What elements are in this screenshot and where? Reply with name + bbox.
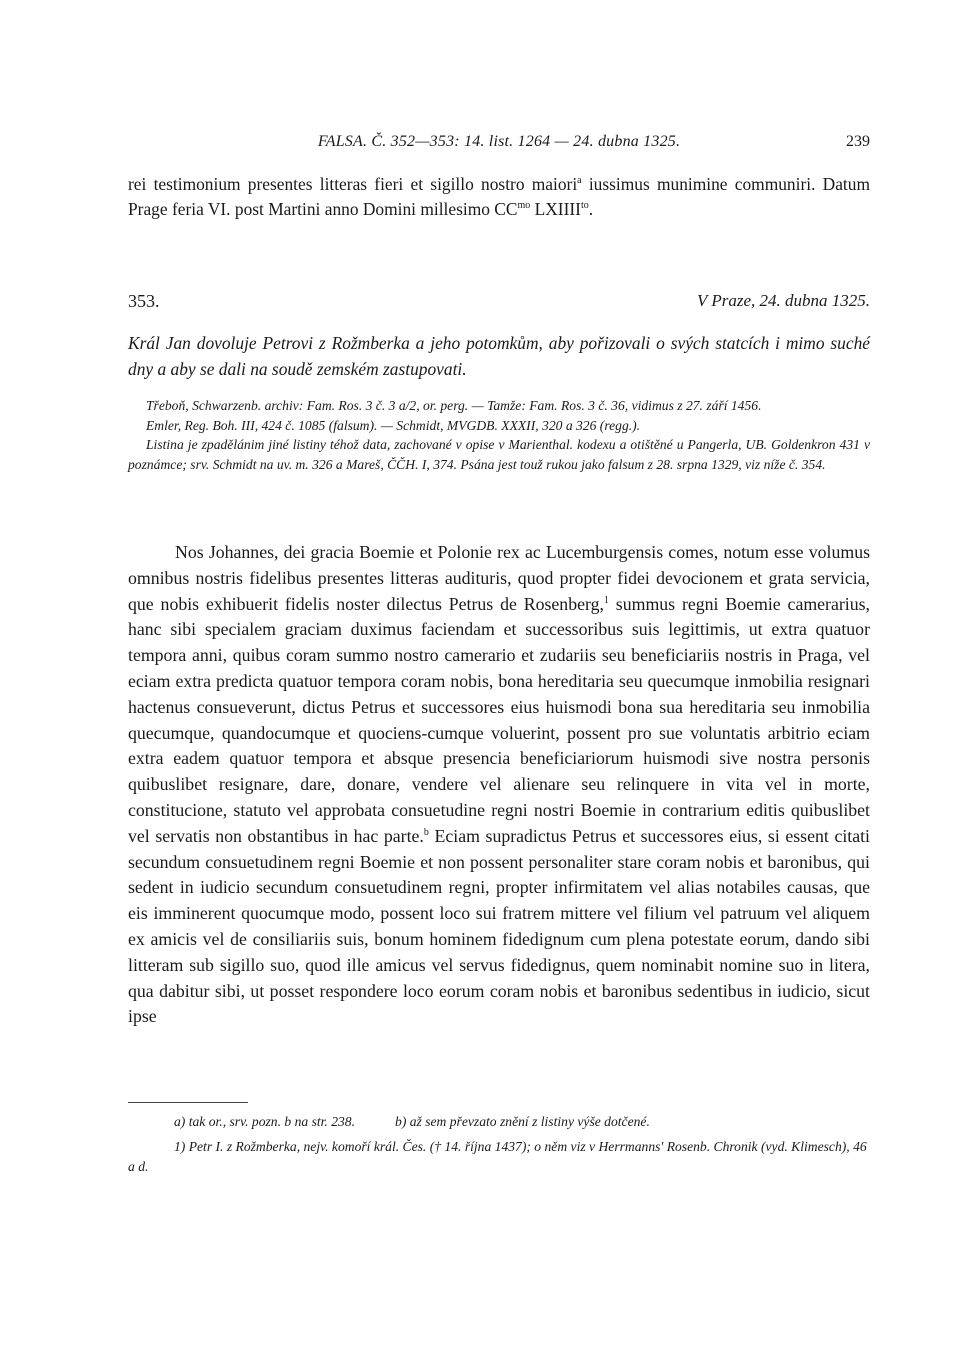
page-number: 239 [846,133,870,150]
previous-document-ending [128,172,870,222]
footnote-letters [128,1112,870,1132]
footnotes [128,1112,870,1182]
apparatus-line: Listina je zpadělánim jiné listiny téhož data, zachované v opise v Marienthal. kodexu a otištěné u Pangerla, UB. Goldenkron 431 v poznámce; srv. Schmidt na uv. m. 326 a Mareš, ČČH. I, 374. Psána jest touž rukou jako falsum z 28. srpna 1329, viz níže č. 354. [128,437,870,472]
charter-text [128,540,870,1030]
running-title: FALSA. Č. 352—353: 14. list. 1264 — 24. dubna 1325. [317,133,681,150]
charter-paragraph [128,540,870,1030]
charter-text-part: Nos Johannes, dei gracia Boemie et Polonie rex ac Lucemburgensis comes, notum esse volumus omnibus nostris fidelibus presentes litteras audituris, quod propter fidei devocionem et grata servicia, que nobis exhibuerit fidelis noster dilectus Petrus de Rosenberg, [128,542,870,614]
continuation-text: iussimus munimine communiri. Datum Prage feria VI. post Martini anno Domini millesimo CC [128,174,870,219]
continuation-text: . [588,199,594,219]
continuation-paragraph [128,172,870,222]
document-number: 353. [128,291,160,311]
superscript-to: to [580,200,589,212]
superscript-mo: mo [517,200,531,212]
charter-text-part: Eciam supradictus Petrus et successores eius, si essent citati secundum consuetudinem regni Boemie et non possent personaliter stare coram nobis et baronibus, qui sedent in iudicio secundum consuetudinem regni, propter infirmitatem vel alias notabiles causas, que eis imminerent quocumque modo, possent loco sui fratrem mittere vel filium vel patruum vel aliquem ex amicis vel de consiliariis suis, bonum hominem fidedignum cum plena potestate eorum, dando sibi litteram sub sigillo suo, quod ille amicus vel servus fidedignus, quem nominabit nomine suo in litera, qua dabitur sibi, ut posset respondere loco eorum coram nobis et baronibus sedentibus in iudicio, sicut ipse [128,825,870,1027]
charter-text-part: summus regni Boemie camerarius, hanc sibi specialem graciam duximus faciendam et successoribus suis legittimis, ut extra quatuor tempora anni, quibus coram summo nostro camerario et zudariis seu beneficiariis nostris in Praga, vel eciam extra predicta quatuor tempora coram nobis, bona hereditaria seu quecumque inmobilia resignari hactenus consueverunt, dictus Petrus et successores eius huismodi bona sua hereditaria seu inmobilia quecumque, quandocumque et quociens-cumque voluerint, possent pro sue voluntatis arbitrio eciam extra eadem quatuor tempora et absque presencia beneficiariorum huismodi sive nostra personis quibuslibet resignare, dare, donare, vendere vel alienare seu relinquere in vita vel in morte, constitucione, statuto vel approbata consuetudine regni nostri Boemie in contrarium editis quibuslibet vel servatis non obstantibus in hac parte. [128,593,870,846]
footnote-divider [128,1102,248,1103]
document-date: V Praze, 24. dubna 1325. [697,291,870,310]
continuation-text: rei testimonium presentes litteras fieri et sigillo nostro maiori [128,174,578,194]
apparatus-line: Emler, Reg. Boh. III, 424 č. 1085 (falsum). — Schmidt, MVGDB. XXXII, 320 a 326 (regg.). [146,417,641,433]
footnote-ref-a: a [577,175,582,187]
footnote-ref-b: b [423,826,429,838]
footnote-a: a) tak or., srv. pozn. b na str. 238. [174,1114,356,1129]
continuation-text: LXIIII [530,199,581,219]
footnote-ref-1: 1 [603,594,609,606]
regest-text: Král Jan dovoluje Petrovi z Rožmberka a jeho potomkům, aby pořizovali o svých statcích i mimo suché dny a aby se dali na soudě zemském zastupovati. [128,333,870,379]
source-apparatus [128,396,870,474]
apparatus-line: Třeboň, Schwarzenb. archiv: Fam. Ros. 3 č. 3 a/2, or. perg. — Tamže: Fam. Ros. 3 č. 36, vidimus z 27. září 1456. [146,398,762,413]
running-header [128,133,870,155]
regest [128,330,870,382]
footnote-b: b) až sem převzato znění z listiny výše dotčené. [395,1114,650,1129]
footnote-1: 1) Petr I. z Rožmberka, nejv. komoří král. Čes. († 14. října 1437); o něm viz v Herrmanns' Rosenb. Chronik (vyd. Klimesch), 46 a d. [128,1139,867,1174]
